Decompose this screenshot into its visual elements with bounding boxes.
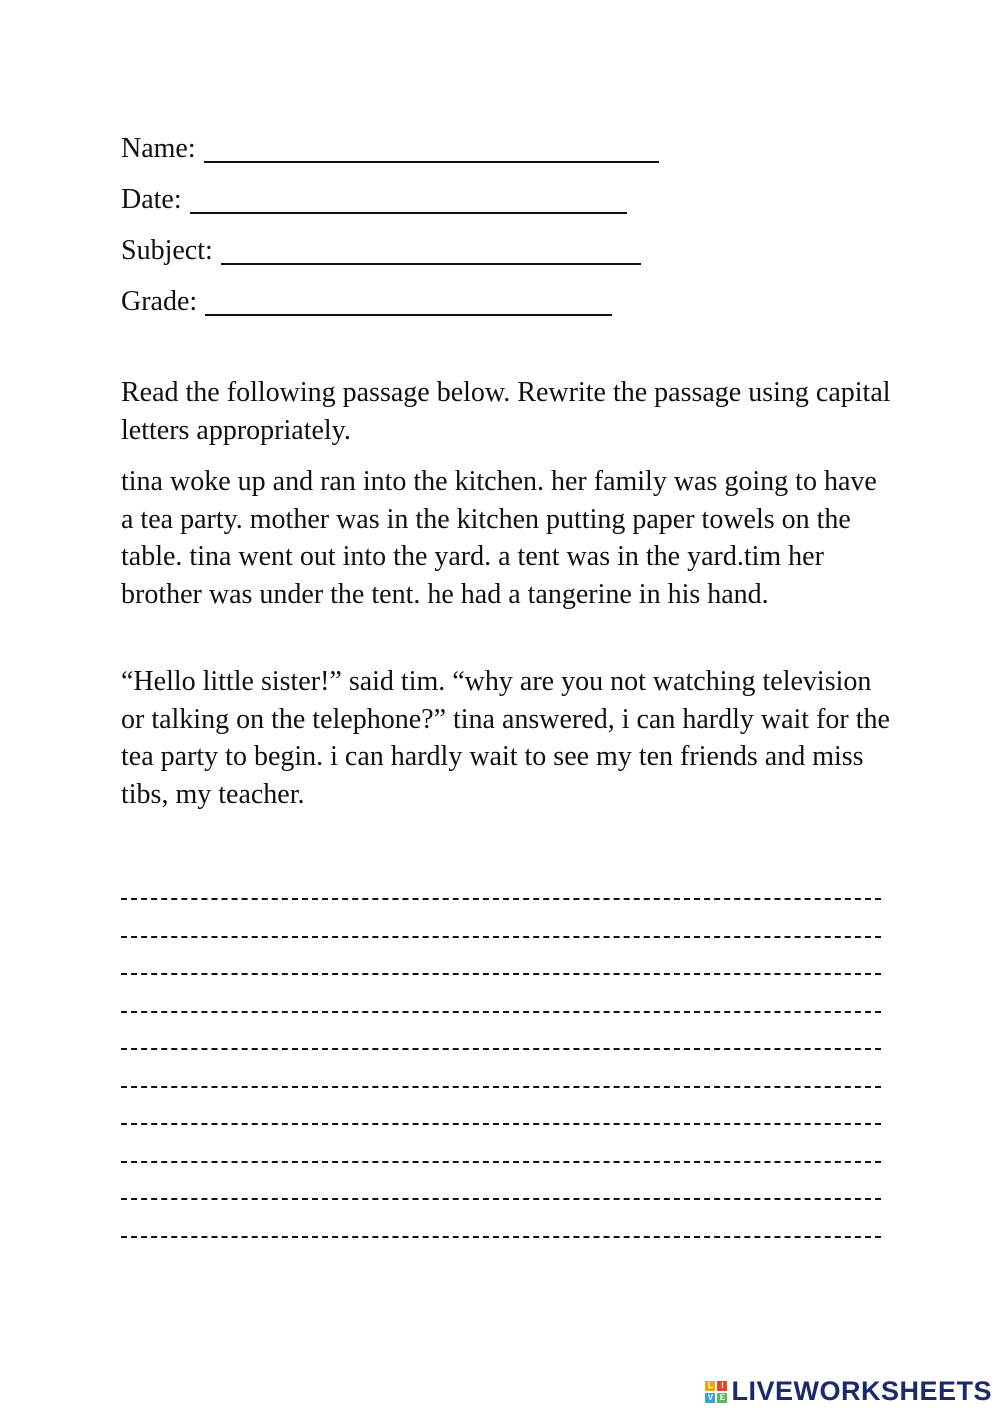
answer-writing-area[interactable] bbox=[121, 880, 881, 1255]
student-info-fields bbox=[121, 118, 881, 322]
subject-field-line[interactable] bbox=[221, 233, 641, 265]
subject-field-row bbox=[121, 220, 881, 271]
logo-mark-letter: V bbox=[705, 1393, 715, 1403]
writing-line[interactable] bbox=[121, 955, 881, 993]
name-field-row bbox=[121, 118, 881, 169]
subject-field-label: Subject: bbox=[121, 235, 213, 266]
instruction-text: Read the following passage below. Rewrite the passage using capital letters appropriately. bbox=[121, 377, 891, 446]
grade-field-line[interactable] bbox=[205, 284, 612, 316]
writing-line[interactable] bbox=[121, 1105, 881, 1143]
writing-line[interactable] bbox=[121, 1030, 881, 1068]
date-field-row bbox=[121, 169, 881, 220]
date-field-line[interactable] bbox=[190, 182, 627, 214]
passage-paragraph-1: tina woke up and ran into the kitchen. her family was going to have a tea party. mother was in the kitchen putting paper towels on the table. tina went out into the yard. a tent was in the yard.tim her brother was under the tent. he had a tangerine in his hand. bbox=[121, 466, 877, 610]
logo-mark-letter: L bbox=[705, 1381, 715, 1391]
writing-line[interactable] bbox=[121, 1180, 881, 1218]
passage-paragraph-2: “Hello little sister!” said tim. “why are you not watching television or talking on the telephone?” tina answered, i can hardly wait for the tea party to begin. i can hardly wait to see my ten friends and miss tibs, my teacher. bbox=[121, 666, 890, 810]
writing-line[interactable] bbox=[121, 993, 881, 1031]
writing-line[interactable] bbox=[121, 1218, 881, 1256]
name-field-label: Name: bbox=[121, 133, 196, 164]
writing-line[interactable] bbox=[121, 1068, 881, 1106]
logo-text: LIVEWORKSHEETS bbox=[731, 1376, 992, 1406]
writing-line[interactable] bbox=[121, 1143, 881, 1181]
grade-field-row bbox=[121, 271, 881, 322]
liveworksheets-logo bbox=[705, 1376, 992, 1407]
logo-mark-letter: E bbox=[717, 1393, 727, 1403]
writing-line[interactable] bbox=[121, 880, 881, 918]
date-field-label: Date: bbox=[121, 184, 182, 215]
writing-line[interactable] bbox=[121, 918, 881, 956]
logo-mark-letter: I bbox=[717, 1381, 727, 1391]
name-field-line[interactable] bbox=[204, 131, 659, 163]
grade-field-label: Grade: bbox=[121, 286, 198, 317]
logo-mark-icon bbox=[705, 1381, 727, 1403]
